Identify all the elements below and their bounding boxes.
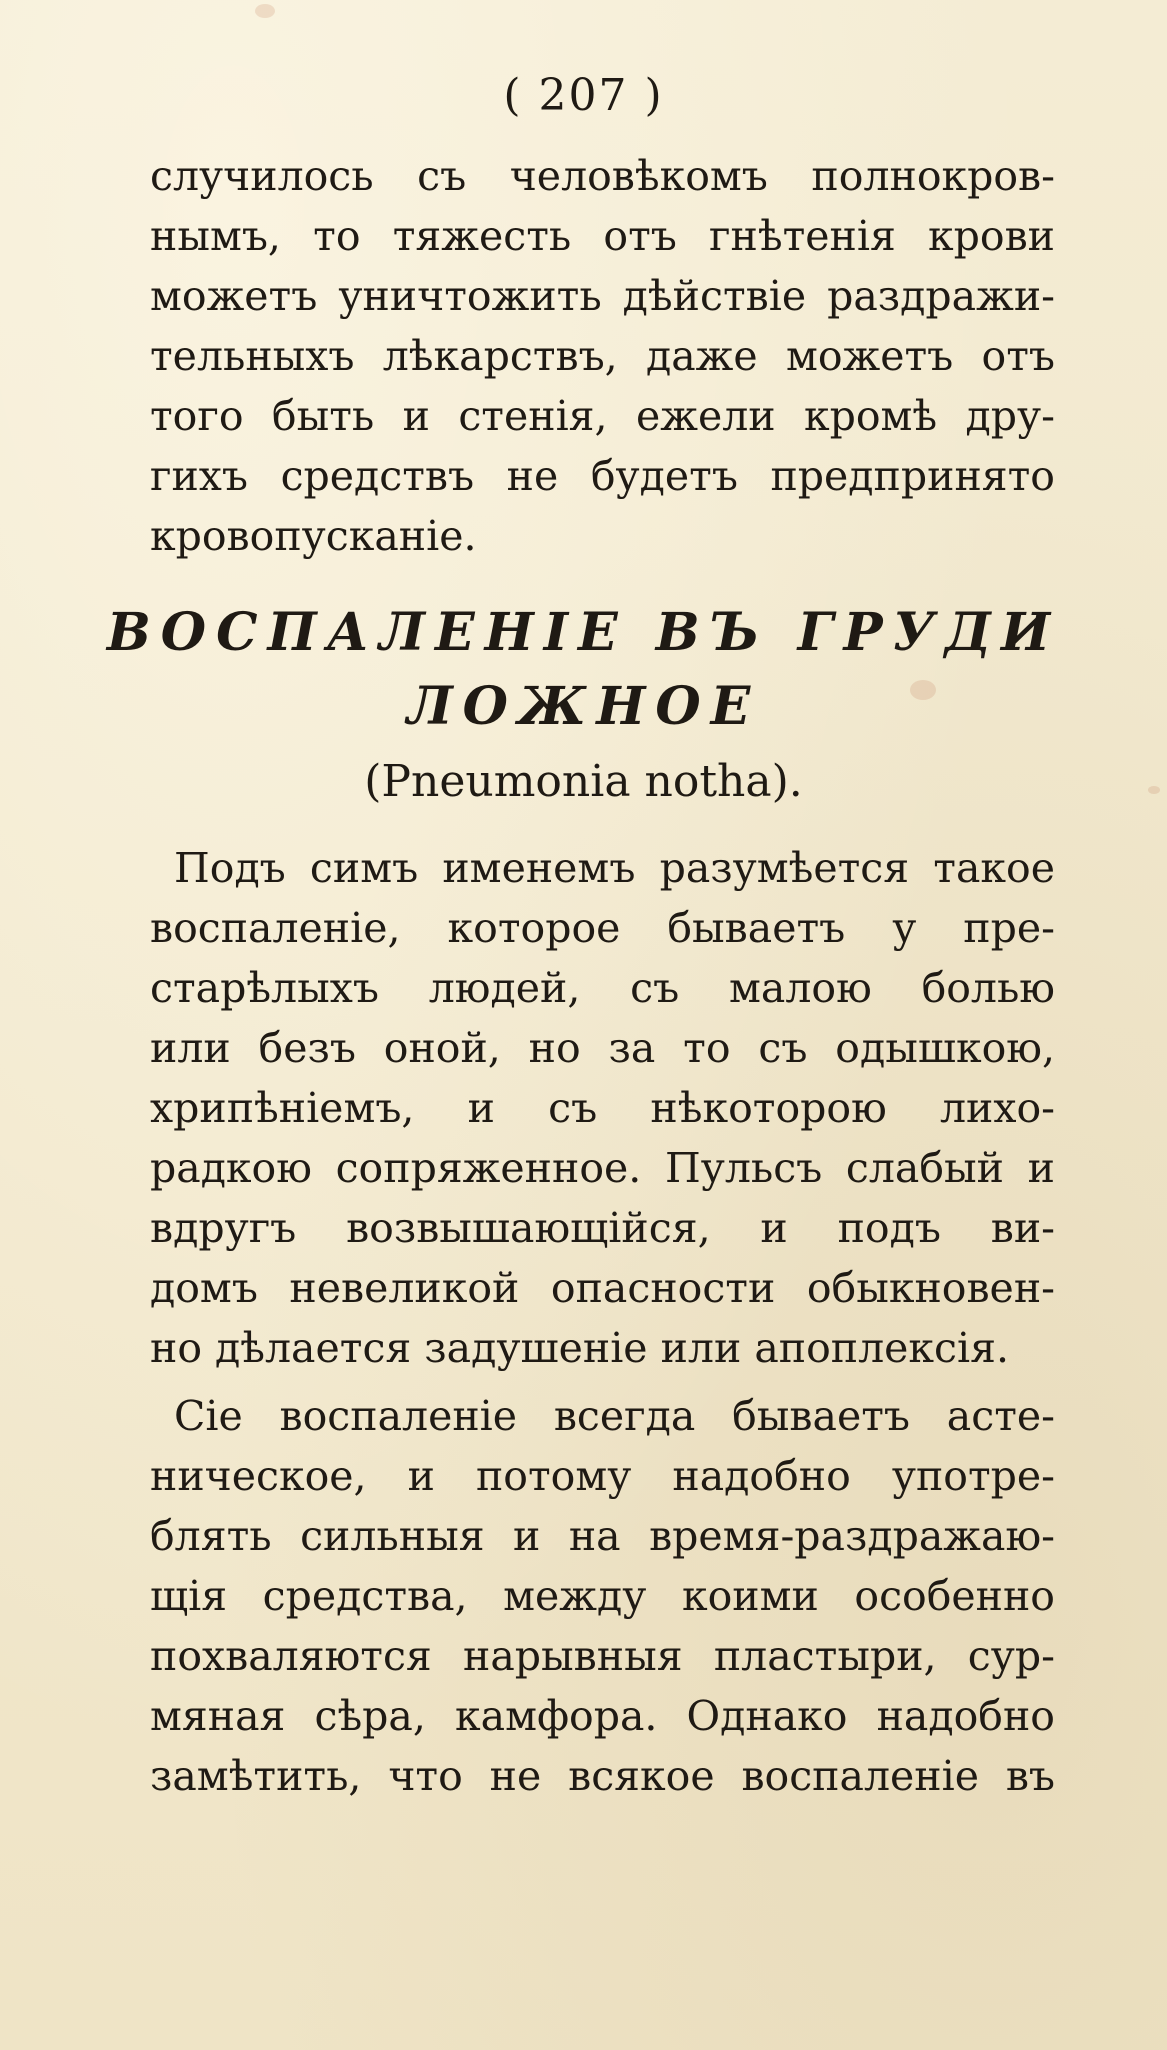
text-line: хрипѣніемъ, и съ нѣкоторою лихо- xyxy=(150,1084,1055,1132)
text-line: того быть и стенія, ежели кромѣ дру- xyxy=(150,392,1055,440)
text-line: щія средства, между коими особенно xyxy=(150,1572,1055,1620)
text-line: блять сильныя и на время-раздражаю- xyxy=(150,1512,1055,1560)
text-line: замѣтить, что не всякое воспаленіе въ xyxy=(150,1752,1055,1800)
paragraph-continued xyxy=(150,146,1055,566)
paper-stain xyxy=(255,4,275,18)
text-line: Сіе воспаленіе всегда бываетъ асте- xyxy=(174,1392,1055,1440)
text-line: ническое, и потому надобно употре- xyxy=(150,1452,1055,1500)
text-line: гихъ средствъ не будетъ предпринято xyxy=(150,452,1055,500)
text-line: тельныхъ лѣкарствъ, даже можетъ отъ xyxy=(150,332,1055,380)
text-line: можетъ уничтожить дѣйствіе раздражи- xyxy=(150,272,1055,320)
text-line: воспаленіе, которое бываетъ у пре- xyxy=(150,904,1055,952)
text-line: похваляются нарывныя пластыри, сур- xyxy=(150,1632,1055,1680)
text-line: мяная сѣра, камфора. Однако надобно xyxy=(150,1692,1055,1740)
text-line: случилось съ человѣкомъ полнокров- xyxy=(150,152,1055,200)
section-heading-continued: ЛОЖНОЕ xyxy=(406,676,761,737)
latin-term: (Pneumonia notha). xyxy=(364,756,803,807)
text-line: Подъ симъ именемъ разумѣется такое xyxy=(174,844,1055,892)
paragraph xyxy=(150,838,1055,1378)
page-number: ( 207 ) xyxy=(503,70,664,121)
text-line: нымъ, то тяжесть отъ гнѣтенія крови xyxy=(150,212,1055,260)
section-heading: ВОСПАЛЕНІЕ ВЪ ГРУДИ xyxy=(106,602,1061,663)
text-line: домъ невеликой опасности обыкновен- xyxy=(150,1264,1055,1312)
text-line: вдругъ возвышающійся, и подъ ви- xyxy=(150,1204,1055,1252)
text-line: но дѣлается задушеніе или апоплексія. xyxy=(150,1324,1010,1372)
text-line: кровопусканіе. xyxy=(150,512,477,560)
text-line: радкою сопряженное. Пульсъ слабый и xyxy=(150,1144,1055,1192)
text-line: старѣлыхъ людей, съ малою болью xyxy=(150,964,1055,1012)
text-line: или безъ оной, но за то съ одышкою, xyxy=(150,1024,1055,1072)
paragraph xyxy=(150,1386,1055,1806)
